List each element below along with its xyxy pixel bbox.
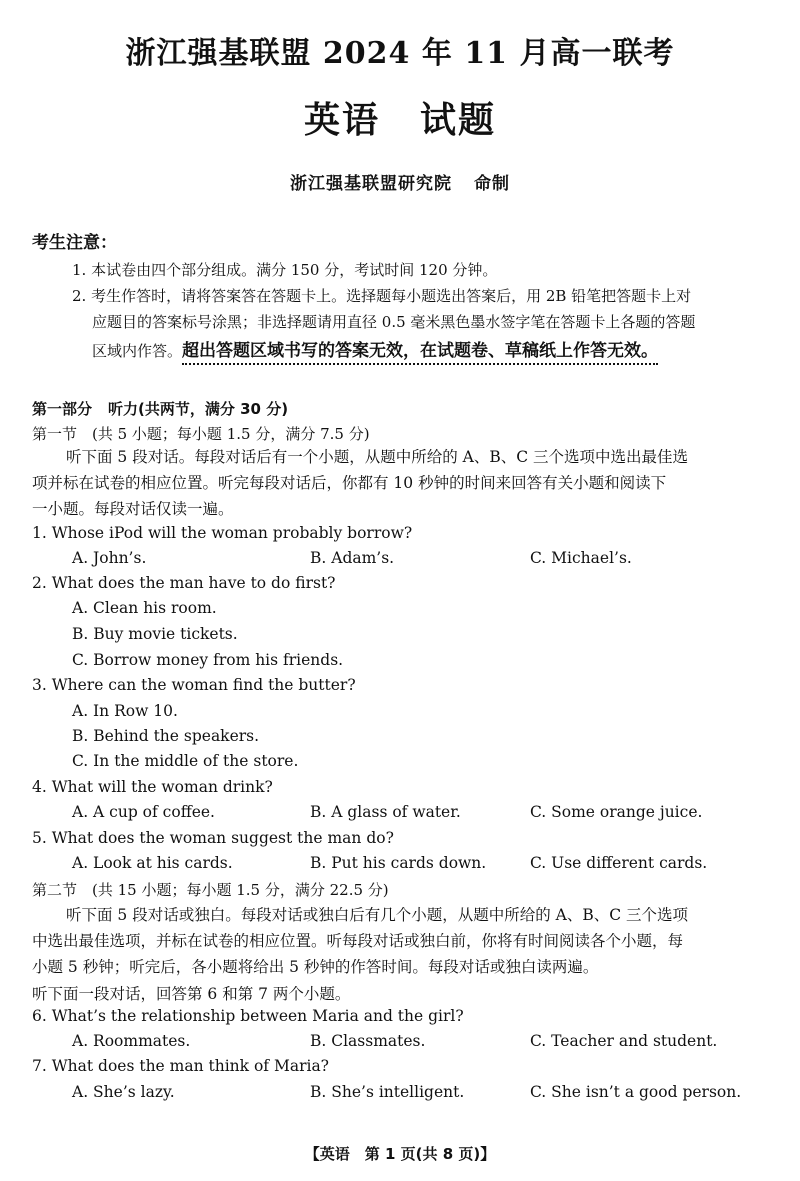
dialogue-intro: 听下面一段对话，回答第 6 和第 7 两个小题。 xyxy=(32,985,351,1003)
section1-instructions xyxy=(32,444,772,522)
question-4-option-b: B. A glass of water. xyxy=(310,803,461,821)
maker-action: 命制 xyxy=(474,174,510,194)
question-3-option-a: A. In Row 10. xyxy=(72,702,178,720)
question-7-option-b: B. She’s intelligent. xyxy=(310,1083,465,1101)
subject-name: 英语 xyxy=(303,100,380,141)
part1-label: 第一部分 xyxy=(32,400,93,418)
question-2-stem: 2. What does the man have to do first? xyxy=(32,574,336,592)
question-3-stem: 3. Where can the woman find the butter? xyxy=(32,676,356,694)
page-footer: 【英语 第 1 页(共 8 页)】 xyxy=(304,1145,496,1163)
question-7-option-a: A. She’s lazy. xyxy=(72,1083,175,1101)
notice-item-1: 1. 本试卷由四个部分组成。满分 150 分，考试时间 120 分钟。 xyxy=(72,261,498,279)
question-2-option-c: C. Borrow money from his friends. xyxy=(72,651,344,669)
instr-line: 听下面 5 段对话或独白。每段对话或独白后有几个小题，从题中所给的 A、B、C 三个选项 xyxy=(66,906,689,924)
question-5-option-c: C. Use different cards. xyxy=(530,854,708,872)
question-7-stem: 7. What does the man think of Maria? xyxy=(32,1057,329,1075)
exam-title: 浙江强基联盟 2024 年 11 月高一联考 xyxy=(125,36,675,71)
question-7-option-c: C. She isn’t a good person. xyxy=(530,1083,742,1101)
section1-heading: 第一节 (共 5 小题；每小题 1.5 分，满分 7.5 分) xyxy=(32,425,370,443)
question-2-option-a: A. Clean his room. xyxy=(72,599,217,617)
subject-title xyxy=(0,92,800,143)
question-4-option-c: C. Some orange juice. xyxy=(530,803,703,821)
subject-suffix: 试题 xyxy=(420,100,497,141)
notice-item-2-line-3: 区域内作答。 xyxy=(92,342,183,360)
instr-line: 小题 5 秒钟；听完后，各小题将给出 5 秒钟的作答时间。每段对话或独白读两遍。 xyxy=(32,958,599,976)
section2-heading: 第二节 (共 15 小题；每小题 1.5 分，满分 22.5 分) xyxy=(32,881,389,899)
part1-heading xyxy=(32,398,288,420)
question-4-stem: 4. What will the woman drink? xyxy=(32,778,273,796)
question-1-option-a: A. John’s. xyxy=(72,549,147,567)
question-1-option-c: C. Michael’s. xyxy=(530,549,632,567)
question-2-option-b: B. Buy movie tickets. xyxy=(72,625,238,643)
question-5-stem: 5. What does the woman suggest the man do? xyxy=(32,829,394,847)
question-4-option-a: A. A cup of coffee. xyxy=(72,803,215,821)
instr-line: 项并标在试卷的相应位置。听完每段对话后，你都有 10 秒钟的时间来回答有关小题和阅读下 xyxy=(32,474,667,492)
instr-line: 中选出最佳选项，并标在试卷的相应位置。听每段对话或独白前，你将有时间阅读各个小题，每 xyxy=(32,932,684,950)
instr-line: 听下面 5 段对话。每段对话后有一个小题，从题中所给的 A、B、C 三个选项中选出最佳选 xyxy=(66,448,689,466)
invalid-answer-warning: 超出答题区域书写的答案无效，在试题卷、草稿纸上作答无效。 xyxy=(182,341,658,365)
question-6-stem: 6. What’s the relationship between Maria and the girl? xyxy=(32,1007,464,1025)
instr-line: 一小题。每段对话仅读一遍。 xyxy=(32,500,234,518)
question-6-option-a: A. Roommates. xyxy=(72,1032,191,1050)
notice-heading: 考生注意： xyxy=(32,233,117,253)
exam-maker xyxy=(0,169,800,194)
question-1-stem: 1. Whose iPod will the woman probably borrow? xyxy=(32,524,413,542)
question-5-option-b: B. Put his cards down. xyxy=(310,854,487,872)
question-1-option-b: B. Adam’s. xyxy=(310,549,395,567)
notice-item-2-line-1: 2. 考生作答时，请将答案答在答题卡上。选择题每小题选出答案后，用 2B 铅笔把答题卡上对 xyxy=(72,287,692,305)
notice-item-2 xyxy=(72,282,772,368)
section2-instructions xyxy=(32,902,772,980)
notice-item-2-line-2: 应题目的答案标号涂黑；非选择题请用直径 0.5 毫米黑色墨水签字笔在答题卡上各题的答题 xyxy=(92,313,696,331)
part1-desc: 听力(共两节，满分 30 分) xyxy=(108,400,289,418)
question-3-option-c: C. In the middle of the store. xyxy=(72,752,299,770)
maker-org: 浙江强基联盟研究院 xyxy=(290,174,452,194)
question-6-option-b: B. Classmates. xyxy=(310,1032,426,1050)
question-5-option-a: A. Look at his cards. xyxy=(72,854,233,872)
question-3-option-b: B. Behind the speakers. xyxy=(72,727,260,745)
question-6-option-c: C. Teacher and student. xyxy=(530,1032,718,1050)
